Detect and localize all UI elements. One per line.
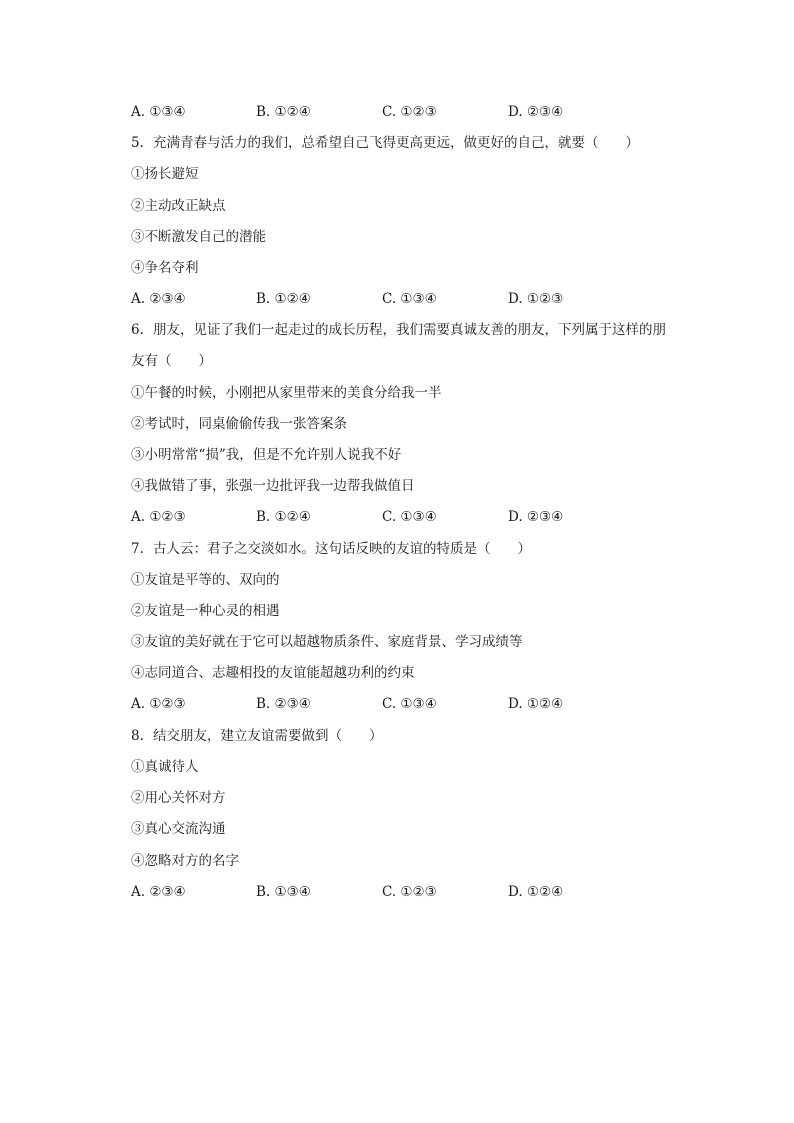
option-c: C. ①②③	[382, 884, 437, 900]
q5-item-4: ④争名夺利	[131, 260, 199, 276]
option-b: B. ①②④	[256, 509, 311, 525]
q6-stem-continued: 友有（ ）	[131, 353, 212, 369]
question-text: 朋友，见证了我们一起走过的成长历程，我们需要真诚友善的朋友，下列属于这样的朋	[153, 322, 666, 338]
q6-item-1: ①午餐的时候，小刚把从家里带来的美食分给我一半	[131, 385, 442, 401]
q7-item-2: ②友谊是一种心灵的相遇	[131, 603, 280, 619]
option-c: C. ①③④	[382, 509, 437, 525]
question-text: 结交朋友，建立友谊需要做到（ ）	[153, 728, 383, 744]
q6-item-3: ③小明常常“损”我，但是不允许别人说我不好	[131, 447, 402, 463]
q8-item-2: ②用心关怀对方	[131, 790, 226, 806]
option-d: D. ②③④	[508, 509, 564, 525]
question-number: 8.	[131, 728, 144, 744]
option-a: A. ①②③	[131, 509, 186, 525]
option-a: A. ①③④	[131, 104, 186, 120]
q7-item-1: ①友谊是平等的、双向的	[131, 572, 280, 588]
option-c: C. ①③④	[382, 291, 437, 307]
q5-item-3: ③不断激发自己的潜能	[131, 229, 266, 245]
q6-item-2: ②考试时，同桌偷偷传我一张答案条	[131, 416, 347, 432]
option-b: B. ①②④	[256, 104, 311, 120]
option-b: B. ①②④	[256, 291, 311, 307]
question-text: 古人云：君子之交淡如水。这句话反映的友谊的特质是（ ）	[153, 541, 531, 557]
option-c: C. ①③④	[382, 696, 437, 712]
option-b: B. ①③④	[256, 884, 311, 900]
question-number: 6.	[131, 322, 144, 338]
question-text: 充满青春与活力的我们，总希望自己飞得更高更远，做更好的自己，就要（ ）	[153, 135, 639, 151]
option-a: A. ②③④	[131, 291, 186, 307]
q6-stem	[131, 321, 666, 339]
q8-item-4: ④忽略对方的名字	[131, 853, 239, 869]
q8-item-1: ①真诚待人	[131, 759, 199, 775]
option-a: A. ①②③	[131, 696, 186, 712]
q5-item-2: ②主动改正缺点	[131, 198, 226, 214]
question-number: 7.	[131, 541, 144, 557]
q5-stem	[131, 134, 639, 152]
q5-item-1: ①扬长避短	[131, 166, 199, 182]
option-c: C. ①②③	[382, 104, 437, 120]
option-b: B. ②③④	[256, 696, 311, 712]
question-number: 5.	[131, 135, 144, 151]
option-d: D. ①②③	[508, 291, 564, 307]
option-a: A. ②③④	[131, 884, 186, 900]
option-d: D. ①②④	[508, 696, 564, 712]
q6-item-4: ④我做错了事，张强一边批评我一边帮我做值日	[131, 478, 415, 494]
q7-stem	[131, 540, 531, 558]
q7-item-4: ④志同道合、志趣相投的友谊能超越功利的约束	[131, 665, 415, 681]
q7-item-3: ③友谊的美好就在于它可以超越物质条件、家庭背景、学习成绩等	[131, 634, 523, 650]
q8-stem	[131, 727, 383, 745]
option-d: D. ②③④	[508, 104, 564, 120]
option-d: D. ①②④	[508, 884, 564, 900]
q8-item-3: ③真心交流沟通	[131, 821, 226, 837]
